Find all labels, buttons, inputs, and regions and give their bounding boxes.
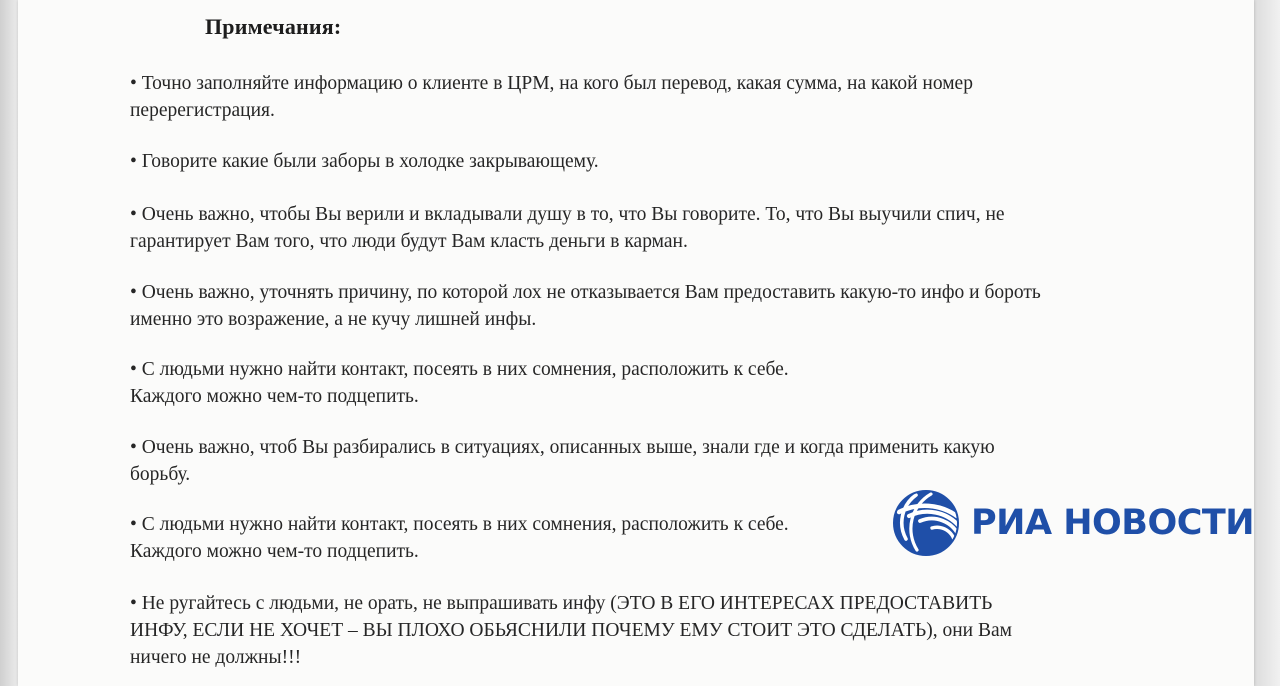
note-item: [130, 434, 1170, 488]
note-line: именно это возражение, а не кучу лишней инфы.: [130, 309, 537, 330]
note-line: • Очень важно, чтоб Вы разбирались в ситуациях, описанных выше, знали где и когда применить какую: [130, 437, 995, 458]
note-line: • Не ругайтесь с людьми, не орать, не выпрашивать инфу (ЭТО В ЕГО ИНТЕРЕСАХ ПРЕДОСТАВИТЬ: [130, 593, 993, 614]
document-page: [18, 0, 1254, 686]
note-line: ничего не должны!!!: [130, 647, 302, 668]
note-line: • С людьми нужно найти контакт, посеять в них сомнения, расположить к себе.: [130, 514, 789, 535]
note-item: [130, 590, 1170, 671]
note-item: [130, 148, 1170, 175]
note-line: • С людьми нужно найти контакт, посеять в них сомнения, расположить к себе.: [130, 359, 789, 380]
note-line: гарантирует Вам того, что люди будут Вам класть деньги в карман.: [130, 231, 688, 252]
ria-globe-icon: [893, 490, 959, 556]
note-line: Каждого можно чем-то подцепить.: [130, 386, 419, 407]
watermark-text: РИА НОВОСТИ: [971, 503, 1255, 543]
note-line: • Говорите какие были заборы в холодке закрывающему.: [130, 151, 599, 172]
note-item: [130, 356, 1170, 410]
note-line: Каждого можно чем-то подцепить.: [130, 541, 419, 562]
notes-heading: Примечания:: [205, 14, 342, 39]
note-line: борьбу.: [130, 464, 191, 485]
note-item: [130, 279, 1170, 333]
note-item: [130, 70, 1170, 124]
note-line: перерегистрация.: [130, 100, 275, 121]
ria-novosti-watermark: [893, 490, 1280, 556]
page-edge-left: [0, 0, 18, 686]
note-line: ИНФУ, ЕСЛИ НЕ ХОЧЕТ – ВЫ ПЛОХО ОБЬЯСНИЛИ ПОЧЕМУ ЕМУ СТОИТ ЭТО СДЕЛАТЬ), они Вам: [130, 620, 1012, 641]
note-line: • Очень важно, уточнять причину, по которой лох не отказывается Вам предоставить какую-то инфо и бороть: [130, 282, 1041, 303]
note-line: • Очень важно, чтобы Вы верили и вкладывали душу в то, что Вы говорите. То, что Вы выучили спич, не: [130, 204, 1005, 225]
page-edge-right: [1254, 0, 1280, 686]
note-line: • Точно заполняйте информацию о клиенте в ЦРМ, на кого был перевод, какая сумма, на какой номер: [130, 73, 973, 94]
note-item: [130, 201, 1170, 255]
